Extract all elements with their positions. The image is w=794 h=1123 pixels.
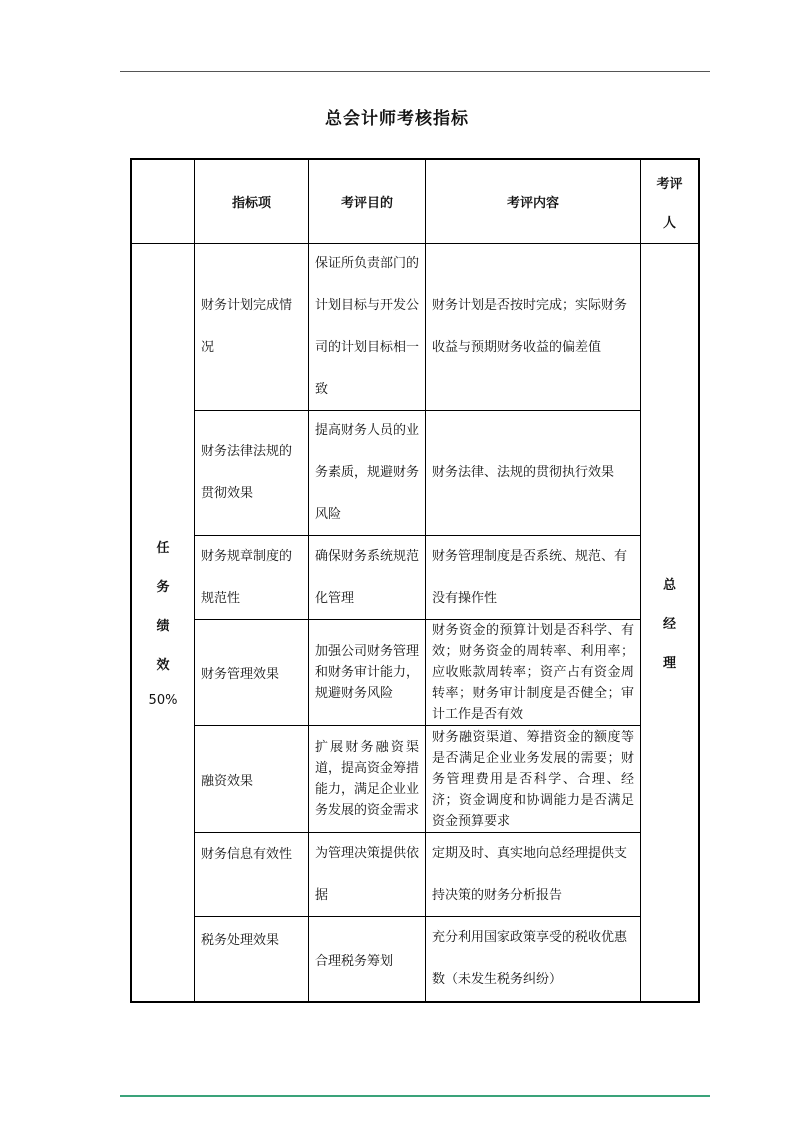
row-1-purpose: [309, 244, 425, 410]
row-6-indicator: [195, 833, 308, 916]
row-6-purpose: [309, 833, 425, 916]
category-char: 务: [156, 580, 170, 595]
row-content-text: 财务管理制度是否系统、规范、有没有操作性: [432, 548, 628, 606]
row-content-text: 定期及时、真实地向总经理提供支持决策的财务分析报告: [432, 845, 628, 903]
row-4-purpose: [309, 620, 425, 725]
category-cell: [132, 244, 194, 1001]
header-evaluator-line2: 人: [662, 215, 676, 231]
header-purpose: 考评目的: [340, 196, 393, 211]
row-content-text: 财务资金的预算计划是否科学、有效；财务资金的周转率、利用率；应收账款周转率；资产占有资金周转率；财务审计制度是否健全；审计工作是否有效: [432, 623, 634, 722]
row-indicator-text: 融资效果: [201, 773, 254, 789]
row-1-content: [426, 244, 640, 410]
category-char: 效: [156, 658, 170, 673]
evaluator-char: 经: [662, 617, 676, 632]
row-6-content: [426, 833, 640, 916]
row-3-content: [426, 536, 640, 619]
row-7-purpose: [309, 917, 425, 1001]
evaluator-char: 理: [662, 656, 676, 671]
row-5-purpose: [309, 726, 425, 832]
row-purpose-text: 提高财务人员的业务素质，规避财务风险: [315, 423, 420, 522]
row-3-indicator: [195, 536, 308, 619]
top-rule: [120, 71, 710, 72]
header-evaluator: [641, 160, 698, 243]
bottom-rule: [120, 1095, 710, 1097]
page-title: 总会计师考核指标: [325, 109, 469, 129]
table-border-right: [698, 158, 700, 1003]
row-7-indicator: [195, 917, 308, 1001]
row-4-content: [426, 620, 640, 725]
row-1-indicator: [195, 244, 308, 410]
evaluator-cell: [641, 244, 698, 1001]
evaluator-char: 总: [662, 578, 676, 593]
row-indicator-text: 财务规章制度的规范性: [201, 548, 293, 606]
row-5-indicator: [195, 726, 308, 832]
row-3-purpose: [309, 536, 425, 619]
row-2-content: [426, 411, 640, 535]
header-indicator: 指标项: [231, 196, 271, 211]
row-indicator-text: 税务处理效果: [201, 933, 280, 948]
row-5-content: [426, 726, 640, 832]
row-7-content: [426, 917, 640, 1001]
category-char: 任: [156, 541, 170, 556]
row-purpose-text: 加强公司财务管理和财务审计能力，规避财务风险: [315, 644, 420, 701]
row-2-purpose: [309, 411, 425, 535]
category-weight: 50%: [148, 693, 178, 708]
row-purpose-text: 确保财务系统规范化管理: [315, 548, 420, 606]
row-2-indicator: [195, 411, 308, 535]
row-content-text: 财务计划是否按时完成；实际财务收益与预期财务收益的偏差值: [432, 298, 628, 355]
row-indicator-text: 财务信息有效性: [201, 847, 293, 862]
header-evaluator-line1: 考评: [656, 176, 683, 192]
row-purpose-text: 为管理决策提供依据: [315, 845, 420, 903]
row-content-text: 财务融资渠道、筹措资金的额度等是否满足企业业务发展的需要；财务管理费用是否科学、合理、经济；资金调度和协调能力是否满足资金预算要求: [432, 729, 634, 829]
row-purpose-text: 扩展财务融资渠道，提高资金筹措能力，满足企业业务发展的资金需求: [315, 740, 420, 818]
header-content: 考评内容: [506, 196, 559, 211]
row-content-text: 充分利用国家政策享受的税收优惠数（未发生税务纠纷）: [432, 930, 628, 987]
row-indicator-text: 财务管理效果: [201, 667, 280, 682]
table-border-bottom: [130, 1001, 700, 1003]
row-indicator-text: 财务法律法规的贯彻效果: [201, 444, 293, 501]
row-4-indicator: [195, 620, 308, 725]
row-indicator-text: 财务计划完成情况: [201, 298, 293, 355]
row-content-text: 财务法律、法规的贯彻执行效果: [432, 465, 615, 480]
row-purpose-text: 保证所负责部门的计划目标与开发公司的计划目标相一致: [315, 256, 420, 397]
category-char: 绩: [156, 619, 170, 634]
row-purpose-text: 合理税务筹划: [315, 953, 394, 969]
